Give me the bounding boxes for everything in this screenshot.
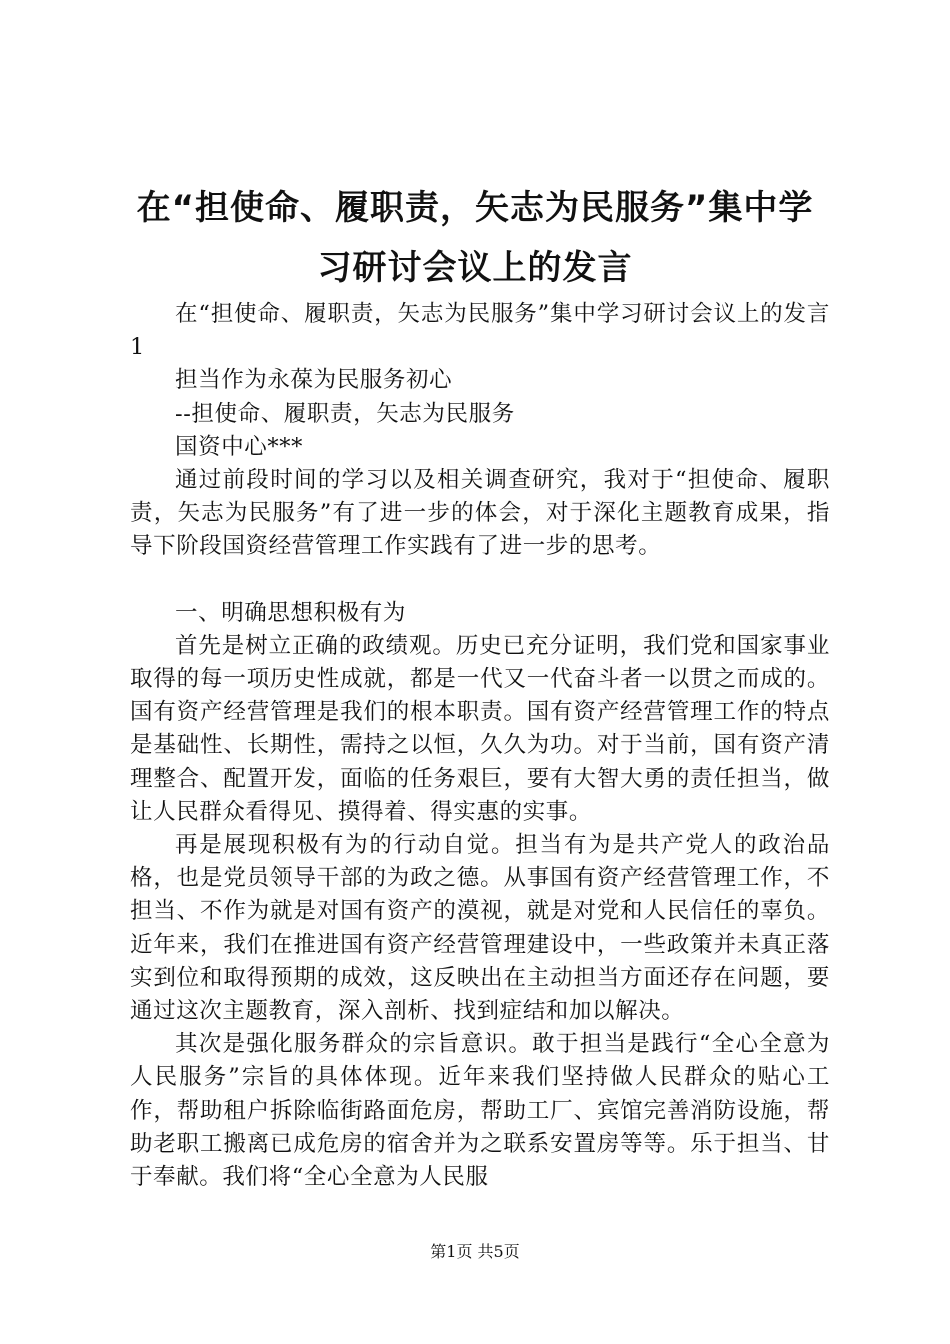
paragraph-body-3: 其次是强化服务群众的宗旨意识。敢于担当是践行“全心全意为人民服务”宗旨的具体体现。近年来我们坚持做人民群众的贴心工作，帮助租户拆除临街路面危房，帮助工厂、宾馆完善消防设施，帮助老职工搬离已成危房的宿舍并为之联系安置房等等。乐于担当、甘于奉献。我们将“全心全意为人民服: [130, 1031, 830, 1191]
paragraph-body-1: 首先是树立正确的政绩观。历史已充分证明，我们党和国家事业取得的每一项历史性成就，都是一代又一代奋斗者一以贯之而成的。国有资产经营管理是我们的根本职责。国有资产经营管理工作的特点是基础性、长期性，需持之以恒，久久为功。对于当前，国有资产清理整合、配置开发，面临的任务艰巨，要有大智大勇的责任担当，做让人民群众看得见、摸得着、得实惠的实事。: [130, 632, 830, 825]
page-footer: 第1页 共5页: [430, 1242, 520, 1261]
paragraph-intro: 通过前段时间的学习以及相关调查研究，我对于“担使命、履职责，矢志为民服务”有了进一步的体会，对于深化主题教育成果，指导下阶段国资经营管理工作实践有了进一步的思考。: [130, 467, 830, 560]
document-title-line-1: 在“担使命、履职责，矢志为民服务”集中学: [136, 188, 814, 228]
paragraph-subtitle: 担当作为永葆为民服务初心: [175, 367, 453, 394]
paragraph-subtitle-2: --担使命、履职责，矢志为民服务: [175, 400, 515, 427]
section-heading: 一、明确思想积极有为: [175, 599, 407, 626]
paragraph-body-2: 再是展现积极有为的行动自觉。担当有为是共产党人的政治品格，也是党员领导干部的为政之德。从事国有资产经营管理工作，不担当、不作为就是对国有资产的漠视，就是对党和人民信任的辜负。近年来，我们在推进国有资产经营管理建设中，一些政策并未真正落实到位和取得预期的成效，这反映出在主动担当方面还存在问题，要通过这次主题教育，深入剖析、找到症结和加以解决。: [130, 832, 830, 1025]
document-body: [130, 298, 830, 1194]
document-title-line-2: 习研讨会议上的发言: [317, 248, 633, 288]
paragraph-heading-repeat: 在“担使命、履职责，矢志为民服务”集中学习研讨会议上的发言1: [130, 301, 830, 361]
paragraph-author: 国资中心***: [175, 433, 303, 460]
